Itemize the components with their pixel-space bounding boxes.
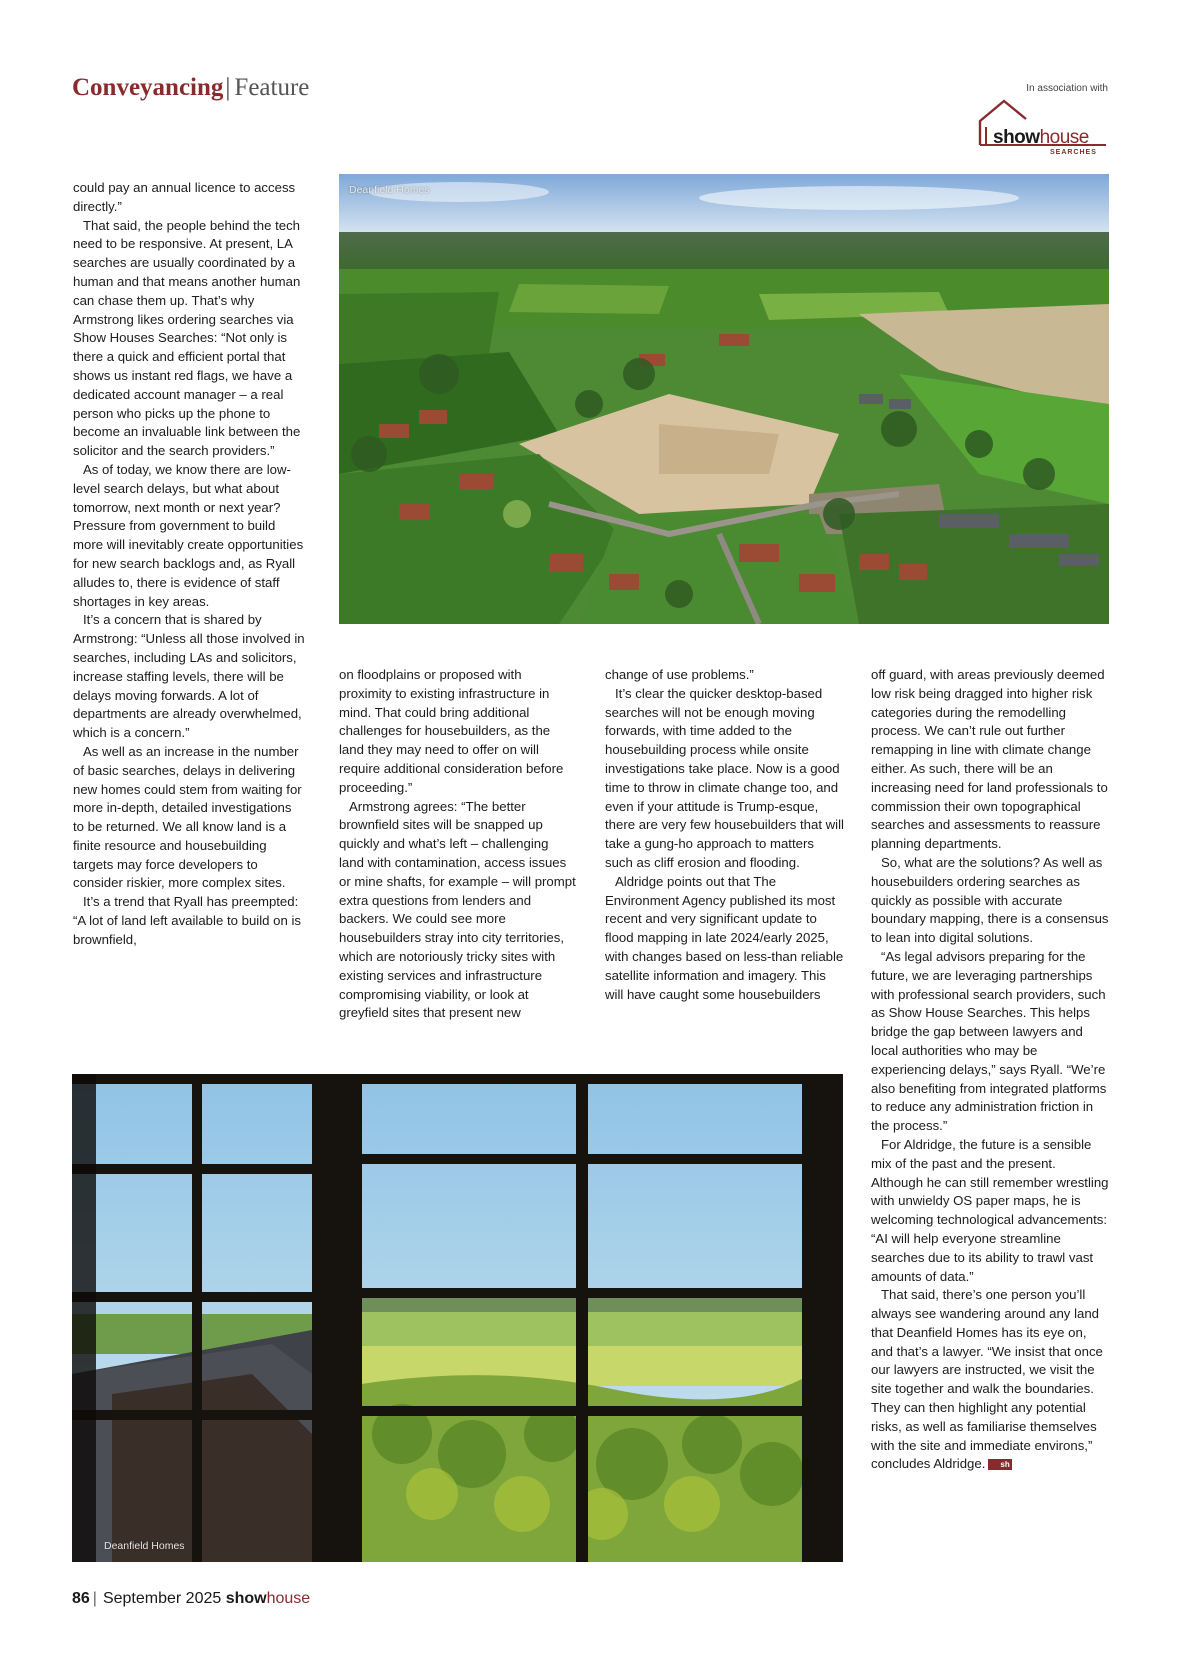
paragraph: That said, the people behind the tech need to be responsive. At present, LA searches are usually coordinated by a human and that means another human can chase them up. That’s why Armstrong likes ordering searches via Show Houses Searches: “Not only is there a quick and efficient portal that shows us instant red flags, we have a dedicated account manager – a real person who picks up the phone to become an invaluable link between the solicitor and the search providers.”	[73, 217, 301, 459]
page-footer	[72, 1588, 310, 1610]
window-photo	[72, 1074, 843, 1562]
paragraph-final	[871, 1286, 1109, 1474]
text-column-2	[339, 666, 577, 1023]
paragraph: on floodplains or proposed with proximity to existing infrastructure in mind. That could bring additional challenges for housebuilders, as the land they may need to offer on will require additional consideration before proceeding.”	[339, 667, 564, 795]
photo-credit: Deanfield Homes	[349, 184, 430, 196]
association-label: In association with	[1026, 83, 1108, 94]
showhouse-searches-logo	[978, 97, 1108, 159]
paragraph: off guard, with areas previously deemed low risk being dragged into higher risk categories during the remodelling process. We can’t rule out further remapping in line with climate change either. As such, there will be an increasing need for land professionals to commission their own topographical searches and assessments to reassure planning departments.	[871, 667, 1108, 852]
paragraph: So, what are the solutions? As well as housebuilders ordering searches as quickly as possible with accurate boundary mapping, there is a consensus to lean into digital solutions.	[871, 854, 1109, 946]
page-number: 86	[72, 1590, 90, 1607]
end-mark-icon: sh	[988, 1459, 1011, 1470]
window-view-image	[72, 1074, 843, 1562]
aerial-photo	[339, 174, 1109, 624]
magazine-title: showhouse	[225, 1590, 311, 1607]
paragraph: Armstrong agrees: “The better brownfield sites will be snapped up quickly and what’s left – challenging land with contamination, access issues or mine shafts, for example – will prompt extra questions from lenders and backers. We could see more housebuilders stray into city territories, which are notoriously tricky sites with existing services and infrastructure compromising viability, or look at greyfield sites that present new	[339, 798, 576, 1021]
logo-searches-text: SEARCHES	[1050, 149, 1097, 156]
paragraph: It’s clear the quicker desktop-based searches will not be enough moving forwards, with time added to the housebuilding process while onsite investigations take place. Now is a good time to throw in climate change too, and even if your attitude is Trump-esque, there are very few housebuilders that will take a gung-ho approach to matters such as cliff erosion and flooding.	[605, 685, 844, 870]
text-column-4	[871, 666, 1109, 1474]
aerial-development-image	[339, 174, 1109, 624]
header-divider: |	[225, 74, 231, 101]
paragraph: It’s a trend that Ryall has preempted: “A lot of land left available to build on is brownfield,	[73, 894, 301, 947]
paragraph: As well as an increase in the number of basic searches, delays in delivering new homes could stem from waiting for more in-depth, detailed investigations to be returned. We all know land is a finite resource and housebuilding targets may force developers to consider riskier, more complex sites.	[73, 743, 302, 891]
section-header	[72, 72, 309, 104]
issue-date: September 2025	[102, 1590, 222, 1607]
photo-credit: Deanfield Homes	[104, 1540, 185, 1552]
text-column-1	[73, 179, 305, 950]
text-column-3	[605, 666, 845, 1004]
paragraph: change of use problems.”	[605, 667, 754, 682]
paragraph: could pay an annual licence to access directly.”	[73, 180, 296, 214]
paragraph: Aldridge points out that The Environment Agency published its most recent and very significant update to flood mapping in late 2024/early 2025, with changes based on less-than reliable satellite information and imagery. This will have caught some housebuilders	[605, 873, 844, 1002]
paragraph: It’s a concern that is shared by Armstrong: “Unless all those involved in searches, including LAs and solicitors, increase staffing levels, there will be delays moving forwards. A lot of departments are already overwhelmed, which is a concern.”	[73, 612, 305, 741]
paragraph-text: That said, there’s one person you’ll always see wandering around any land that Deanfield Homes has its eye on, and that’s a lawyer. “We insist that once our lawyers are instructed, we visit the site together and walk the boundaries. They can then highlight any potential risks, as well as familiarise themselves with the site and immediate environs,” concludes Aldridge.	[871, 1287, 1103, 1472]
section-subtitle: Feature	[234, 74, 310, 101]
section-title: Conveyancing	[72, 74, 224, 101]
logo-wordmark: showhouse	[993, 127, 1089, 148]
footer-divider: |	[92, 1590, 97, 1607]
paragraph: As of today, we know there are low-level search delays, but what about tomorrow, next month or next year? Pressure from government to build more will inevitably create opportunities for new search backlogs and, as Ryall alludes to, there is evidence of staff shortages in key areas.	[73, 461, 304, 609]
paragraph: “As legal advisors preparing for the future, we are leveraging partnerships with professional search providers, such as Show House Searches. This helps bridge the gap between lawyers and local authorities who may be experiencing delays,” says Ryall. “We’re also benefiting from integrated platforms to reduce any administration friction in the process.”	[871, 948, 1107, 1134]
paragraph: For Aldridge, the future is a sensible mix of the past and the present. Although he can still remember wrestling with unwieldy OS paper maps, he is welcoming technological advancements: “AI will help everyone streamline searches due to its ability to trawl vast amounts of data.”	[871, 1136, 1109, 1284]
